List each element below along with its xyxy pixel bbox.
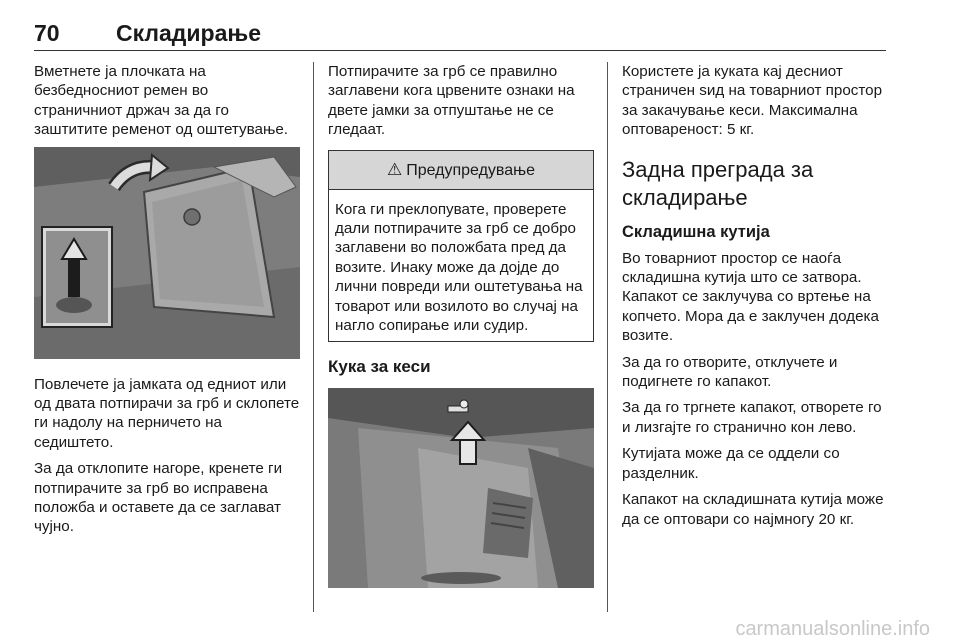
bag-hook-illustration (328, 388, 594, 588)
warning-text: Кога ги преклопувате, проверете дали потпирачите за грб се добро заглавени во положбата пред да возите. Инаку може да дојде до лични повреди или оштетувања на товарот или возилото во случај на нагло сопирање или судир. (335, 200, 583, 335)
warning-title: Предупредување (406, 161, 536, 179)
paragraph: Користете ја куката кај десниот страничен ѕид на товарниот простор за закачување кеси. Максимална оптовареност: 5 кг. (622, 63, 883, 139)
paragraph: Потпирачите за грб се правилно заглавени кога црвените ознаки на двете јамки за отпуштање не се гледаат. (328, 63, 575, 139)
watermark: carmanualsonline.info (735, 618, 930, 640)
warning-box (328, 150, 594, 343)
column-divider (313, 62, 314, 612)
paragraph: За да отклопите нагоре, кренете ги потпирачите за грб во исправена положба и оставете да се заглават чујно. (34, 460, 283, 536)
column-middle (328, 62, 594, 588)
column-right (622, 62, 892, 536)
paragraph: Капакот на складишната кутија може да се оптовари со најмногу 20 кг. (622, 491, 884, 528)
warning-body (329, 190, 593, 342)
subheading: Складишна кутија (622, 222, 770, 241)
seatback-fold-illustration-svg (34, 147, 300, 359)
column-left (34, 62, 300, 544)
header-divider (34, 50, 886, 51)
page-header (34, 20, 886, 50)
paragraph: Вметнете ја плочката на безбедносниот ремен во страничниот држач за да го заштитите ременот од оштетување. (34, 63, 289, 139)
page-number: 70 (34, 20, 60, 46)
column-divider (607, 62, 608, 612)
paragraph: Кутијата може да се оддели со разделник. (622, 445, 840, 482)
bag-hook-illustration-svg (328, 388, 594, 588)
paragraph: За да го отворите, отклучете и подигнете го капакот. (622, 353, 838, 391)
warning-triangle-icon: ⚠ (386, 159, 403, 179)
paragraph: Во товарниот простор се наоѓа складишна кутија што се затвора. Капакот се заклучува со вртење на копчето. Мора да е заклучен додека возите. (622, 249, 879, 345)
warning-title-bar (329, 151, 593, 190)
seatback-fold-illustration (34, 147, 300, 359)
section-heading: Кука за кеси (328, 357, 431, 377)
paragraph: За да го тргнете капакот, отворете го и лизгајте го странично кон лево. (622, 399, 882, 436)
paragraph: Повлечете ја јамката од едниот или од двата потпирачи за грб и склопете ги надолу на перничето на седиштето. (34, 375, 300, 451)
chapter-title: Складирање (116, 20, 262, 46)
section-title: Задна преграда за складирање (622, 156, 814, 210)
